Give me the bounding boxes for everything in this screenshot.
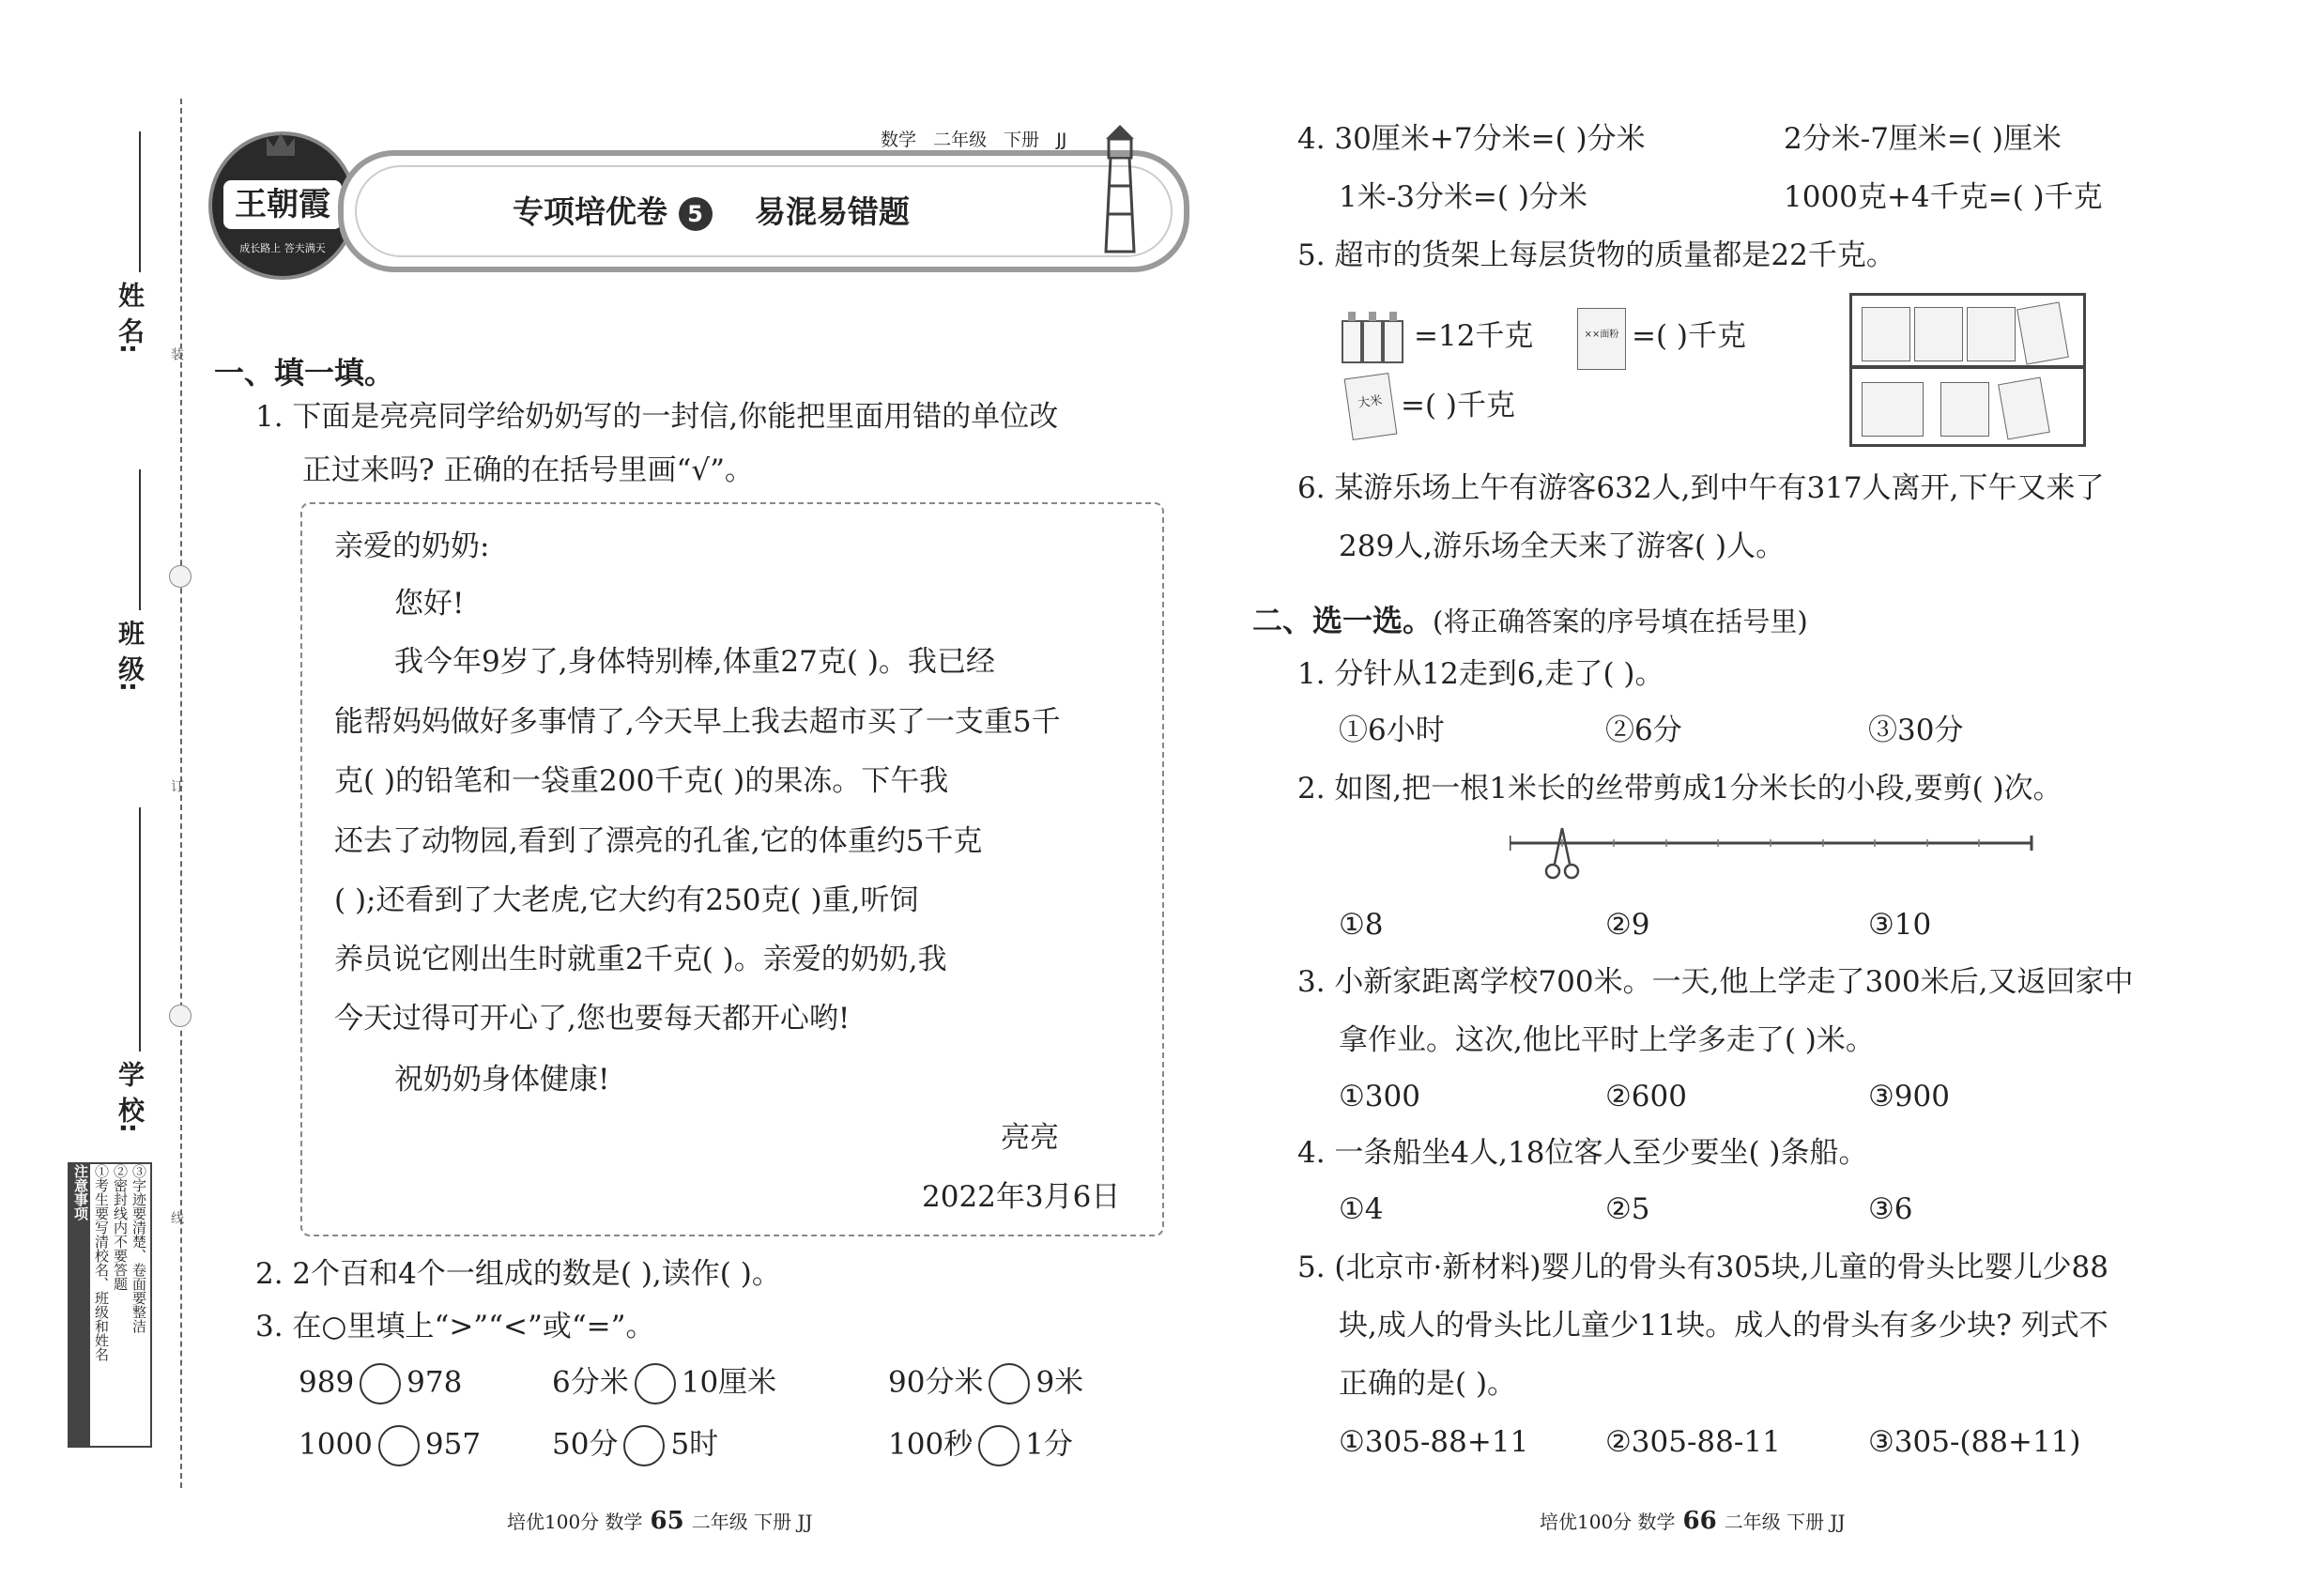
- letter-line-1[interactable]: 我今年9岁了,身体特别棒,体重27克( )。我已经: [394, 645, 995, 679]
- mc4-opt-1[interactable]: ①4: [1339, 1192, 1384, 1226]
- lighthouse-icon: [1078, 120, 1162, 261]
- shelf-flour-4: [1940, 382, 1989, 437]
- tag-edition: JJ: [1056, 130, 1067, 150]
- q4-line2b[interactable]: 1000克+4千克=( )千克: [1784, 180, 2103, 214]
- mc1-opt-3[interactable]: ③30分: [1868, 714, 1964, 747]
- ribbon-scissors-icon: [1510, 826, 2035, 882]
- class-line[interactable]: [139, 469, 141, 610]
- shelf-bottles: [1862, 382, 1924, 437]
- shelf-rice-1: [2016, 301, 2069, 364]
- q6-line1: 6. 某游乐场上午有游客632人,到中午有317人离开,下午又来了: [1297, 471, 2105, 505]
- compare-circle[interactable]: [378, 1425, 420, 1466]
- right-footer: 培优100分 数学 66 二年级 下册 JJ: [1540, 1507, 1846, 1535]
- section2-title: 二、选一选。(将正确答案的序号填在括号里): [1252, 603, 1808, 638]
- mc2-opt-1[interactable]: ①8: [1339, 908, 1384, 942]
- letter-line-6[interactable]: 养员说它刚出生时就重2千克( )。亲爱的奶奶,我: [334, 943, 947, 976]
- mc3-opt-2[interactable]: ②600: [1605, 1080, 1687, 1113]
- mc2-question[interactable]: 2. 如图,把一根1米长的丝带剪成1分米长的小段,要剪( )次。: [1297, 772, 2062, 806]
- brand-logo: [208, 131, 357, 280]
- title-row: [513, 188, 910, 232]
- letter-line-2[interactable]: 能帮妈妈做好多事情了,今天早上我去超市买了一支重5千: [334, 705, 1061, 739]
- right-page-number: 66: [1682, 1507, 1717, 1535]
- mc3-question-line2[interactable]: 拿作业。这次,他比平时上学多走了( )米。: [1339, 1023, 1875, 1057]
- letter-line-3[interactable]: 克( )的铅笔和一袋重200千克( )的果冻。下午我: [334, 764, 949, 798]
- q6-line2[interactable]: 289人,游乐场全天来了游客( )人。: [1339, 529, 1786, 563]
- cut-char-3: 线: [169, 1211, 184, 1224]
- q4-line1a[interactable]: 4. 30厘米+7分米=( )分米: [1297, 122, 1646, 156]
- mc5-question-line1: 5. (北京市·新材料)婴儿的骨头有305块,儿童的骨头比婴儿少88: [1297, 1251, 2108, 1284]
- notice-box: [68, 1162, 152, 1448]
- shelf-flour-1: [1862, 307, 1910, 361]
- mc4-question[interactable]: 4. 一条船坐4人,18位客人至少要坐( )条船。: [1297, 1136, 1868, 1170]
- compare-1-1[interactable]: 989 978: [299, 1363, 462, 1404]
- tag-grade: 二年级: [933, 130, 988, 150]
- section2-note: (将正确答案的序号填在括号里): [1433, 606, 1808, 637]
- flour-bag-label: ××面粉: [1584, 330, 1619, 340]
- compare-circle[interactable]: [635, 1363, 676, 1404]
- mc5-question-line3[interactable]: 正确的是( )。: [1339, 1367, 1517, 1401]
- compare-circle[interactable]: [978, 1425, 1020, 1466]
- bottles-icon: [1341, 308, 1406, 364]
- shelf-rice-2: [1998, 376, 2050, 439]
- shelf-board: [1852, 365, 2083, 369]
- mc5-opt-2[interactable]: ②305-88-11: [1605, 1425, 1781, 1459]
- q5-supermarket: 5. 超市的货架上每层货物的质量都是22千克。: [1297, 238, 1895, 272]
- cut-line: [180, 99, 182, 1488]
- q4-line2a[interactable]: 1米-3分米=( )分米: [1339, 180, 1587, 214]
- mc5-opt-1[interactable]: ①305-88+11: [1339, 1425, 1529, 1459]
- compare-1-3[interactable]: 90分米 9米: [888, 1363, 1083, 1404]
- q2[interactable]: 2. 2个百和4个一组成的数是( ),读作( )。: [255, 1257, 781, 1291]
- rice-bag-label: 大米: [1357, 393, 1384, 411]
- page-title: 专项培优卷: [513, 193, 667, 230]
- mc5-question-line2: 块,成人的骨头比儿童少11块。成人的骨头有多少块? 列式不: [1339, 1309, 2108, 1343]
- section1-title: 一、填一填。: [214, 355, 395, 391]
- notice-item-3: ③字迹要清楚、卷面要整洁: [130, 1164, 147, 1333]
- title-number: 5: [679, 197, 713, 231]
- grade-tags: [881, 126, 1066, 151]
- q4-line1b[interactable]: 2分米-7厘米=( )厘米: [1784, 122, 2062, 156]
- notice-title: 注意事项: [69, 1164, 90, 1446]
- brand-slogan: 成长路上 答夫满天: [239, 242, 326, 254]
- mc3-question-line1: 3. 小新家距离学校700米。一天,他上学走了300米后,又返回家中: [1297, 965, 2134, 999]
- letter-date: 2022年3月6日: [922, 1180, 1121, 1214]
- mc2-opt-2[interactable]: ②9: [1605, 908, 1650, 942]
- compare-1-2[interactable]: 6分米 10厘米: [552, 1363, 776, 1404]
- name-line[interactable]: [139, 131, 141, 272]
- crown-icon: [267, 133, 295, 156]
- q3: 3. 在○里填上“>”“<”或“=”。: [255, 1310, 655, 1343]
- mc1-opt-1[interactable]: ①6小时: [1339, 714, 1445, 747]
- notice-item-2: ②密封线内不要答题: [112, 1164, 129, 1291]
- flour-bag-icon: [1577, 308, 1626, 370]
- title-banner: [338, 150, 1189, 272]
- shelf-flour-3: [1967, 307, 2016, 361]
- mc1-question[interactable]: 1. 分针从12走到6,走了( )。: [1297, 657, 1664, 691]
- shelf-eq3[interactable]: =( )千克: [1401, 389, 1516, 422]
- tag-subject: 数学: [881, 130, 917, 150]
- class-label: 班 级:: [115, 620, 146, 692]
- mc2-opt-3[interactable]: ③10: [1868, 908, 1932, 942]
- binder-hole-2: [169, 1005, 192, 1027]
- compare-2-1[interactable]: 1000 957: [299, 1425, 481, 1466]
- mc1-opt-2[interactable]: ②6分: [1605, 714, 1682, 747]
- letter-line-5[interactable]: ( );还看到了大老虎,它大约有250克( )重,听饲: [334, 883, 919, 917]
- tag-volume: 下册: [1004, 130, 1040, 150]
- compare-2-2[interactable]: 50分 5时: [552, 1425, 718, 1466]
- page-subtitle: 易混易错题: [755, 193, 910, 230]
- compare-2-3[interactable]: 100秒 1分: [888, 1425, 1073, 1466]
- shelf-eq2[interactable]: =( )千克: [1632, 319, 1747, 353]
- mc4-opt-3[interactable]: ③6: [1868, 1192, 1913, 1226]
- shelf-eq1: =12千克: [1414, 319, 1534, 353]
- compare-circle[interactable]: [360, 1363, 401, 1404]
- letter-wish: 祝奶奶身体健康!: [394, 1063, 610, 1097]
- school-label: 学 校:: [115, 1061, 146, 1133]
- letter-line-7: 今天过得可开心了,您也要每天都开心哟!: [334, 1002, 851, 1036]
- mc4-opt-2[interactable]: ②5: [1605, 1192, 1650, 1226]
- rice-bag-icon: [1344, 373, 1398, 440]
- q1-line1: 1. 下面是亮亮同学给奶奶写的一封信,你能把里面用错的单位改: [255, 400, 1059, 434]
- cut-char-1: 装: [169, 347, 184, 361]
- compare-circle[interactable]: [623, 1425, 665, 1466]
- mc3-opt-3[interactable]: ③900: [1868, 1080, 1950, 1113]
- shelf-drawing: [1849, 293, 2086, 447]
- school-line[interactable]: [139, 807, 141, 1051]
- cut-char-2: 订: [169, 779, 184, 792]
- letter-sign: 亮亮: [1001, 1121, 1059, 1155]
- mc3-opt-1[interactable]: ①300: [1339, 1080, 1420, 1113]
- left-footer: 培优100分 数学 65 二年级 下册 JJ: [507, 1507, 813, 1535]
- q1-line2: 正过来吗? 正确的在括号里画“√”。: [302, 453, 754, 487]
- brand-name: 王朝霞: [223, 180, 342, 229]
- mc5-opt-3[interactable]: ③305-(88+11): [1868, 1425, 2081, 1459]
- left-page-number: 65: [650, 1507, 684, 1535]
- letter-greeting: 亲爱的奶奶:: [334, 529, 490, 563]
- shelf-flour-2: [1914, 307, 1963, 361]
- notice-item-1: ①考生要写清校名、班级和姓名: [93, 1164, 110, 1361]
- binder-hole-1: [169, 565, 192, 588]
- name-label: 姓 名:: [115, 282, 146, 354]
- letter-hello: 您好!: [394, 587, 465, 621]
- letter-line-4: 还去了动物园,看到了漂亮的孔雀,它的体重约5千克: [334, 824, 983, 858]
- compare-circle[interactable]: [989, 1363, 1030, 1404]
